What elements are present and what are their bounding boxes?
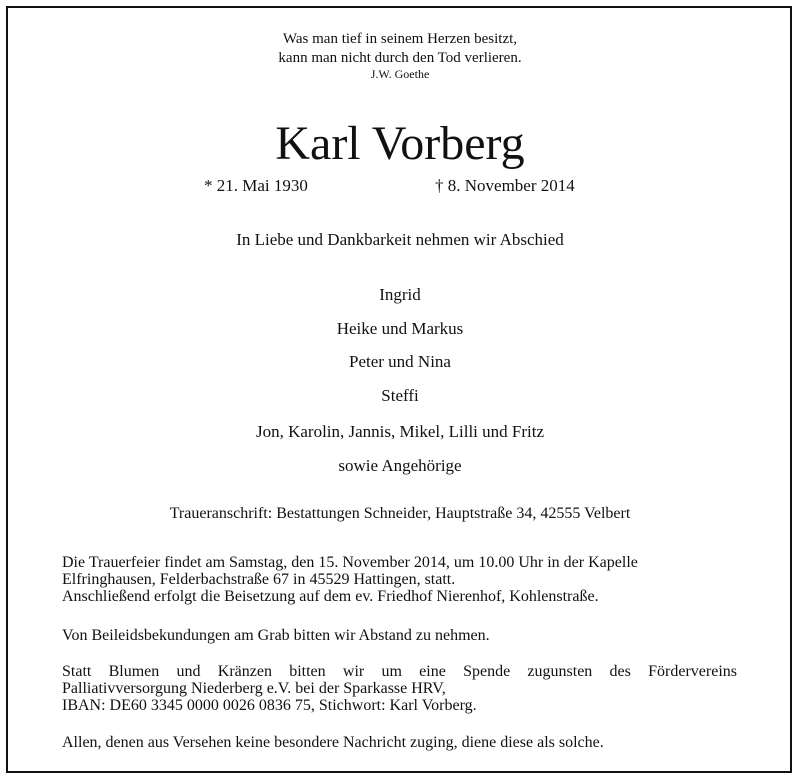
deceased-name: Karl Vorberg	[275, 117, 525, 170]
donation-paragraph	[62, 663, 737, 714]
mourner-5: Jon, Karolin, Jannis, Mikel, Lilli und Fritz	[255, 422, 545, 441]
mourner-6: sowie Angehörige	[338, 456, 462, 475]
service-paragraph	[62, 554, 737, 605]
mourner-4: Steffi	[381, 386, 419, 405]
service-line-3: Anschließend erfolgt die Beisetzung auf dem ev. Friedhof Nierenhof, Kohlenstraße.	[62, 588, 599, 605]
mourner-2: Heike und Markus	[336, 319, 464, 338]
mourner-1: Ingrid	[379, 285, 421, 304]
mourner-3: Peter und Nina	[349, 352, 451, 371]
death-date: † 8. November 2014	[435, 176, 575, 195]
birth-date: * 21. Mai 1930	[204, 176, 308, 195]
donation-line-2: Palliativversorgung Niederberg e.V. bei der Sparkasse HRV,	[62, 680, 446, 697]
mourning-address: Traueranschrift: Bestattungen Schneider, Hauptstraße 34, 42555 Velbert	[169, 505, 631, 522]
farewell-line: In Liebe und Dankbarkeit nehmen wir Abschied	[236, 230, 564, 249]
quote-line-1: Was man tief in seinem Herzen besitzt,	[282, 31, 518, 47]
service-line-1: Die Trauerfeier findet am Samstag, den 15. November 2014, um 10.00 Uhr in der Kapelle	[62, 554, 638, 571]
closing-line: Allen, denen aus Versehen keine besondere Nachricht zuging, diene diese als solche.	[62, 734, 604, 751]
service-line-2: Elfringhausen, Felderbachstraße 67 in 45529 Hattingen, statt.	[62, 571, 456, 588]
condolence-line: Von Beileidsbekundungen am Grab bitten wir Abstand zu nehmen.	[62, 627, 490, 644]
donation-line-3: IBAN: DE60 3345 0000 0026 0836 75, Stichwort: Karl Vorberg.	[62, 697, 477, 714]
closing-note	[62, 734, 737, 751]
quote-author: J.W. Goethe	[370, 67, 430, 81]
quote-line-2: kann man nicht durch den Tod verlieren.	[278, 50, 522, 66]
condolence-note	[62, 627, 737, 644]
donation-line-1: Statt Blumen und Kränzen bitten wir um eine Spende zugunsten des Fördervereins	[62, 663, 737, 680]
